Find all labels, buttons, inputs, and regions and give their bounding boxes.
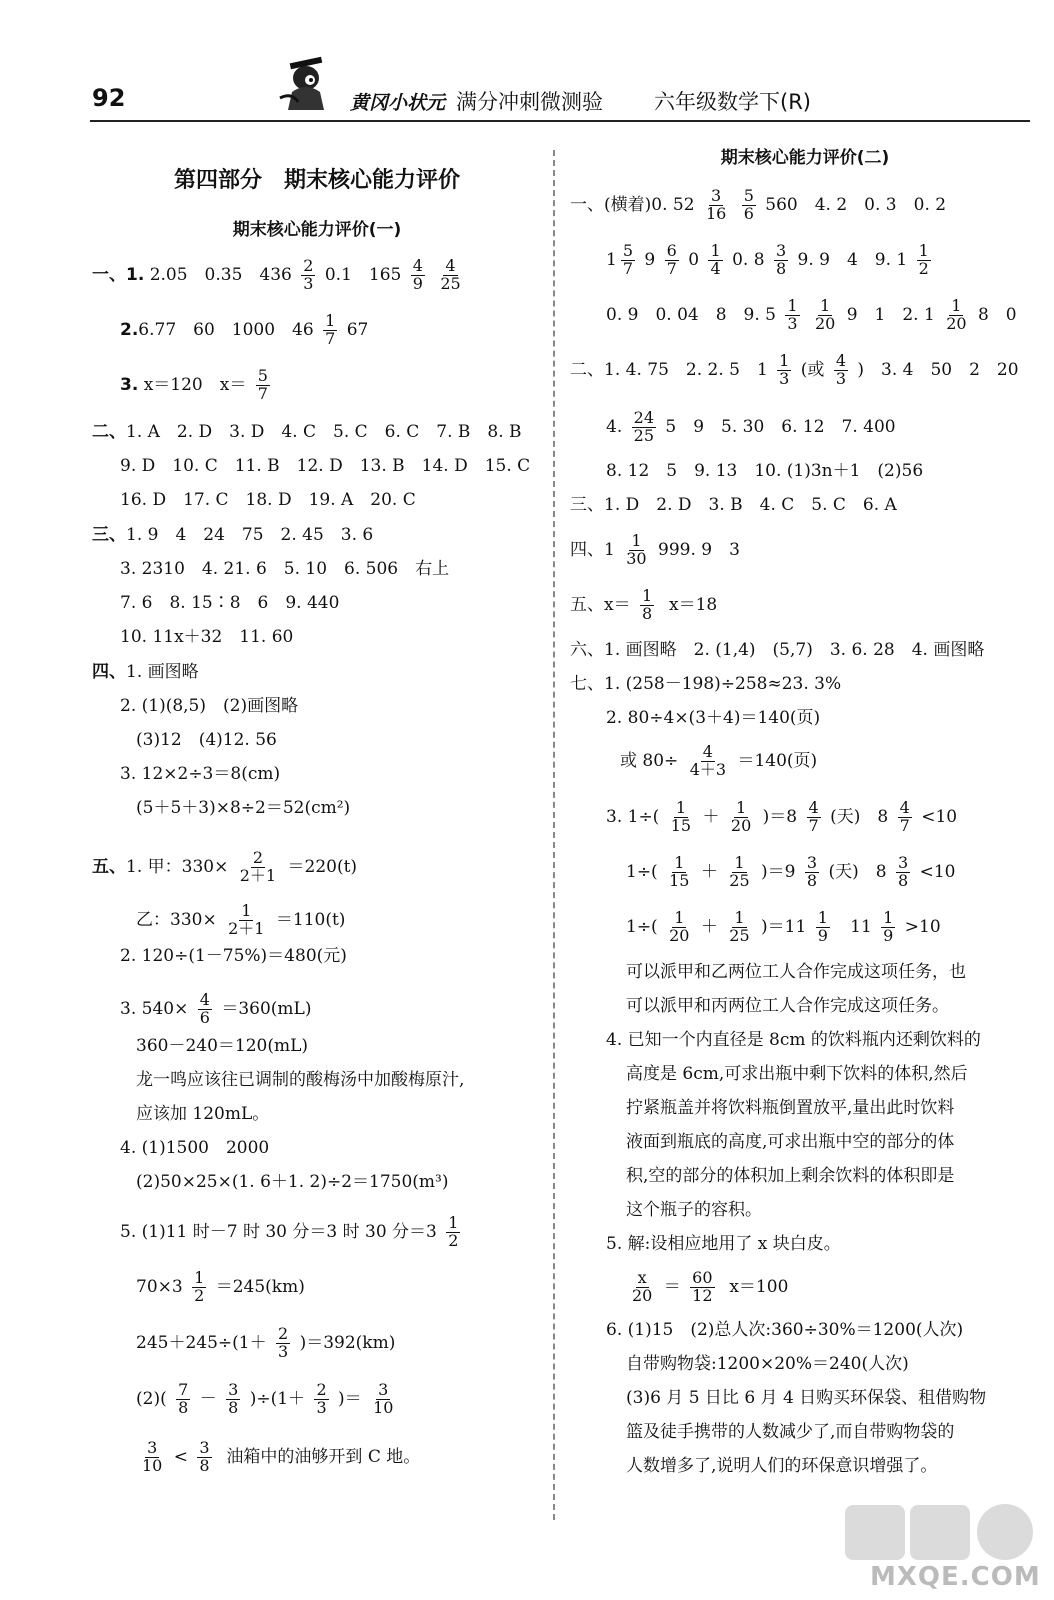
fraction: $\frac{24}{25}$ bbox=[633, 408, 654, 445]
fraction: $\frac{1}{15}$ bbox=[670, 798, 692, 835]
fraction: $\frac{2}{2+1}$ bbox=[239, 848, 277, 885]
fraction: $\frac{1}{20}$ bbox=[946, 296, 967, 333]
s3-row4: 10. 11x＋32 11. 60 bbox=[120, 627, 294, 647]
r-row10: 六、1. 画图略 2. (1,4) (5,7) 3. 6. 28 4. 画图略 bbox=[570, 640, 985, 660]
fraction: $\frac{1}{7}$ bbox=[325, 311, 336, 348]
s5-1b: 乙：330× $\frac{1}{2+1}$ ＝110(t) bbox=[136, 901, 346, 938]
r-row14: 3. 1÷( $\frac{1}{15}$ ＋ $\frac{1}{20}$ )＝8 $\frac{4}{7}$ (天) 8 $\frac{4}{7}$ <10 bbox=[606, 798, 958, 835]
eval-one-title: 期末核心能力评价(一) bbox=[232, 220, 402, 240]
fraction: $\frac{1}{30}$ bbox=[626, 531, 647, 568]
s5-3d: 应该加 120mL。 bbox=[136, 1104, 270, 1124]
r-row24: 这个瓶子的容积。 bbox=[626, 1200, 762, 1220]
r-row6: 8. 12 5 9. 13 10. (1)3n＋1 (2)56 bbox=[606, 461, 924, 481]
fraction: $\frac{6}{7}$ bbox=[666, 241, 677, 278]
brand-logo: 黄冈小状元 bbox=[350, 92, 446, 114]
r-row18: 可以派甲和丙两位工人合作完成这项任务。 bbox=[626, 996, 949, 1016]
fraction: $\frac{1}{15}$ bbox=[669, 853, 690, 890]
fraction: $\frac{4}{7}$ bbox=[808, 798, 819, 835]
fraction: $\frac{1}{2}$ bbox=[918, 241, 929, 278]
r-row27: 6. (1)15 (2)总人次:360÷30%＝1200(人次) bbox=[606, 1320, 964, 1340]
r-row4: 二、1. 4. 75 2. 2. 5 1 $\frac{1}{3}$ (或 $\frac{4}{3}$ ) 3. 4 50 2 20 bbox=[570, 351, 1019, 388]
r-row19: 4. 已知一个内直径是 8cm 的饮料瓶内还剩饮料的 bbox=[606, 1030, 981, 1050]
r-row21: 拧紧瓶盖并将饮料瓶倒置放平,量出此时饮料 bbox=[626, 1098, 955, 1118]
fraction: $\frac{4}{7}$ bbox=[899, 798, 910, 835]
fraction: $\frac{4}{6}$ bbox=[199, 990, 210, 1027]
fraction: $\frac{2}{3}$ bbox=[303, 256, 314, 293]
s4-row1: 四、1. 画图略 bbox=[92, 662, 199, 682]
s1-q2: 2.6.77 60 1000 46 $\frac{1}{7}$ 67 bbox=[120, 311, 369, 348]
s2-row3: 16. D 17. C 18. D 19. A 20. C bbox=[120, 490, 416, 510]
r-row8: 四、1 $\frac{1}{30}$ 999. 9 3 bbox=[570, 531, 740, 568]
series-title: 满分冲刺微测验 bbox=[456, 90, 603, 114]
s4-row4: 3. 12×2÷3＝8(cm) bbox=[120, 764, 281, 784]
s5-5c: 245＋245÷(1＋ $\frac{2}{3}$ )＝392(km) bbox=[136, 1324, 396, 1361]
r-row20: 高度是 6cm,可求出瓶中剩下饮料的体积,然后 bbox=[626, 1064, 968, 1084]
fraction: $\frac{3}{16}$ bbox=[705, 186, 727, 223]
s3-row3: 7. 6 8. 15∶8 6 9. 440 bbox=[120, 593, 340, 613]
s5-4a: 4. (1)1500 2000 bbox=[120, 1138, 270, 1158]
r-row13: 或 80÷ $\frac{4}{4+3}$ ＝140(页) bbox=[620, 742, 818, 779]
fraction: $\frac{3}{8}$ bbox=[775, 241, 787, 278]
s4-row3: (3)12 (4)12. 56 bbox=[136, 730, 277, 750]
column-divider bbox=[553, 150, 555, 1520]
s5-2: 2. 120÷(1－75%)＝480(元) bbox=[120, 946, 347, 966]
r-row3: 0. 9 0. 04 8 9. 5 $\frac{1}{3}$ $\frac{1}{20}$ 9 1 2. 1 $\frac{1}{20}$ 8 0 bbox=[606, 296, 1017, 333]
fraction: $\frac{1}{9}$ bbox=[817, 908, 828, 945]
fraction: $\frac{x}{20}$ bbox=[632, 1268, 653, 1305]
fraction: $\frac{4}{9}$ bbox=[412, 256, 423, 293]
r-row17: 可以派甲和乙两位工人合作完成这项任务，也 bbox=[626, 962, 966, 982]
r-row30: 篮及徒手携带的人数减少了,而自带购物袋的 bbox=[626, 1422, 955, 1442]
fraction: $\frac{60}{12}$ bbox=[692, 1268, 713, 1305]
s3-row1: 三、1. 9 4 24 75 2. 45 3. 6 bbox=[92, 525, 374, 545]
fraction: $\frac{7}{8}$ bbox=[178, 1380, 189, 1417]
fraction: $\frac{3}{8}$ bbox=[806, 853, 818, 890]
fraction: $\frac{4}{25}$ bbox=[440, 256, 461, 293]
r-row15: 1÷( $\frac{1}{15}$ ＋ $\frac{1}{25}$ )＝9 $\frac{3}{8}$ (天) 8 $\frac{3}{8}$ <10 bbox=[626, 853, 956, 890]
r-row1: 一、(横着)0. 52 $\frac{3}{16}$ $\frac{5}{6}$ 560 4. 2 0. 3 0. 2 bbox=[570, 186, 947, 223]
s5-3a: 3. 540× $\frac{4}{6}$ ＝360(mL) bbox=[120, 990, 312, 1027]
r-row28: 自带购物袋:1200×20%＝240(人次) bbox=[626, 1354, 909, 1374]
watermark-text: MXQE.COM bbox=[870, 1562, 1041, 1592]
fraction: $\frac{2}{3}$ bbox=[278, 1324, 289, 1361]
r-row12: 2. 80÷4×(3＋4)＝140(页) bbox=[606, 708, 821, 728]
s5-1a: 五、1. 甲：330× $\frac{2}{2+1}$ ＝220(t) bbox=[92, 848, 358, 885]
s4-row2: 2. (1)(8,5) (2)画图略 bbox=[120, 696, 299, 716]
fraction: $\frac{1}{20}$ bbox=[814, 296, 836, 333]
fraction: $\frac{3}{8}$ bbox=[898, 853, 909, 890]
fraction: $\frac{4}{4+3}$ bbox=[689, 742, 727, 779]
header-rule bbox=[90, 120, 1030, 122]
fraction: $\frac{1}{2}$ bbox=[448, 1213, 459, 1250]
fraction: $\frac{5}{7}$ bbox=[257, 366, 268, 403]
r-row9: 五、x＝ $\frac{1}{8}$ x＝18 bbox=[570, 586, 718, 623]
s1-q1: 一、1. 2.05 0.35 436 $\frac{2}{3}$ 0.1 165 $\frac{4}{9}$ $\frac{4}{25}$ bbox=[92, 256, 461, 293]
page-header bbox=[0, 0, 1054, 125]
s5-3c: 龙一鸣应该往已调制的酸梅汤中加酸梅原汁, bbox=[136, 1070, 465, 1090]
fraction: $\frac{1}{20}$ bbox=[669, 908, 690, 945]
fraction: $\frac{1}{25}$ bbox=[729, 908, 750, 945]
fraction: $\frac{1}{25}$ bbox=[729, 853, 750, 890]
fraction: $\frac{1}{8}$ bbox=[642, 586, 653, 623]
fraction: $\frac{3}{10}$ bbox=[142, 1438, 163, 1475]
fraction: $\frac{3}{8}$ bbox=[199, 1438, 210, 1475]
r-row16: 1÷( $\frac{1}{20}$ ＋ $\frac{1}{25}$ )＝11 $\frac{1}{9}$ 11 $\frac{1}{9}$ >10 bbox=[626, 908, 941, 945]
s5-5e: $\frac{3}{10}$ < $\frac{3}{8}$ 油箱中的油够开到 C 地。 bbox=[142, 1438, 421, 1475]
fraction: $\frac{1}{3}$ bbox=[779, 351, 790, 388]
s5-5a: 5. (1)11 时－7 时 30 分＝3 时 30 分＝3 $\frac{1}{2}$ bbox=[120, 1213, 459, 1250]
part-title: 第四部分 期末核心能力评价 bbox=[173, 168, 460, 193]
s5-3b: 360－240＝120(mL) bbox=[136, 1036, 309, 1056]
grade-title: 六年级数学下(R) bbox=[654, 90, 811, 114]
r-row2: 1 $\frac{5}{7}$ 9 $\frac{6}{7}$ 0 $\frac{1}{4}$ 0. 8 $\frac{3}{8}$ 9. 9 4 9. 1 $\frac{1}{2}$ bbox=[606, 241, 929, 278]
r-row7: 三、1. D 2. D 3. B 4. C 5. C 6. A bbox=[570, 495, 897, 515]
fraction: $\frac{1}{20}$ bbox=[730, 798, 752, 835]
scholar-mascot-icon bbox=[272, 52, 342, 112]
r-row5: 4. $\frac{24}{25}$ 5 9 5. 30 6. 12 7. 400 bbox=[606, 408, 896, 445]
s5-5d: (2)( $\frac{7}{8}$ － $\frac{3}{8}$ )÷(1＋ $\frac{2}{3}$ )＝ $\frac{3}{10}$ bbox=[136, 1380, 394, 1417]
s5-4b: (2)50×25×(1. 6＋1. 2)÷2＝1750(m³) bbox=[136, 1172, 449, 1192]
s3-row2: 3. 2310 4. 21. 6 5. 10 6. 506 右上 bbox=[120, 559, 450, 579]
r-row29: (3)6 月 5 日比 6 月 4 日购买环保袋、租借购物 bbox=[626, 1388, 987, 1408]
s5-5b: 70×3 $\frac{1}{2}$ ＝245(km) bbox=[136, 1268, 305, 1305]
fraction: $\frac{1}{4}$ bbox=[710, 241, 721, 278]
r-row23: 积,空的部分的体积加上剩余饮料的体积即是 bbox=[626, 1166, 955, 1186]
fraction: $\frac{1}{2}$ bbox=[194, 1268, 205, 1305]
fraction: $\frac{1}{3}$ bbox=[787, 296, 798, 333]
r-row22: 液面到瓶底的高度,可求出瓶中空的部分的体 bbox=[626, 1132, 955, 1152]
eval-two-title: 期末核心能力评价(二) bbox=[720, 148, 890, 168]
r-row11: 七、1. (258－198)÷258≈23. 3% bbox=[570, 674, 842, 694]
fraction: $\frac{2}{3}$ bbox=[316, 1380, 327, 1417]
fraction: $\frac{5}{6}$ bbox=[743, 186, 754, 223]
page-number: 92 bbox=[92, 84, 126, 112]
r-row26: $\frac{x}{20}$ ＝ $\frac{60}{12}$ x＝100 bbox=[632, 1268, 789, 1305]
r-row25: 5. 解:设相应地用了 x 块白皮。 bbox=[606, 1234, 841, 1254]
fraction: $\frac{4}{3}$ bbox=[835, 351, 846, 388]
fraction: $\frac{1}{2+1}$ bbox=[228, 901, 265, 938]
r-row31: 人数增多了,说明人们的环保意识增强了。 bbox=[626, 1456, 938, 1476]
fraction: $\frac{5}{7}$ bbox=[622, 241, 634, 278]
s2-row2: 9. D 10. C 11. B 12. D 13. B 14. D 15. C bbox=[120, 456, 531, 476]
s4-row5: (5＋5＋3)×8÷2＝52(cm²) bbox=[136, 798, 351, 818]
fraction: $\frac{3}{8}$ bbox=[228, 1380, 239, 1417]
fraction: $\frac{1}{9}$ bbox=[883, 908, 894, 945]
fraction: $\frac{3}{10}$ bbox=[373, 1380, 394, 1417]
s1-q3: 3. x＝120 x＝ $\frac{5}{7}$ bbox=[120, 366, 268, 403]
s2-row1: 二、1. A 2. D 3. D 4. C 5. C 6. C 7. B 8. B bbox=[92, 422, 522, 442]
